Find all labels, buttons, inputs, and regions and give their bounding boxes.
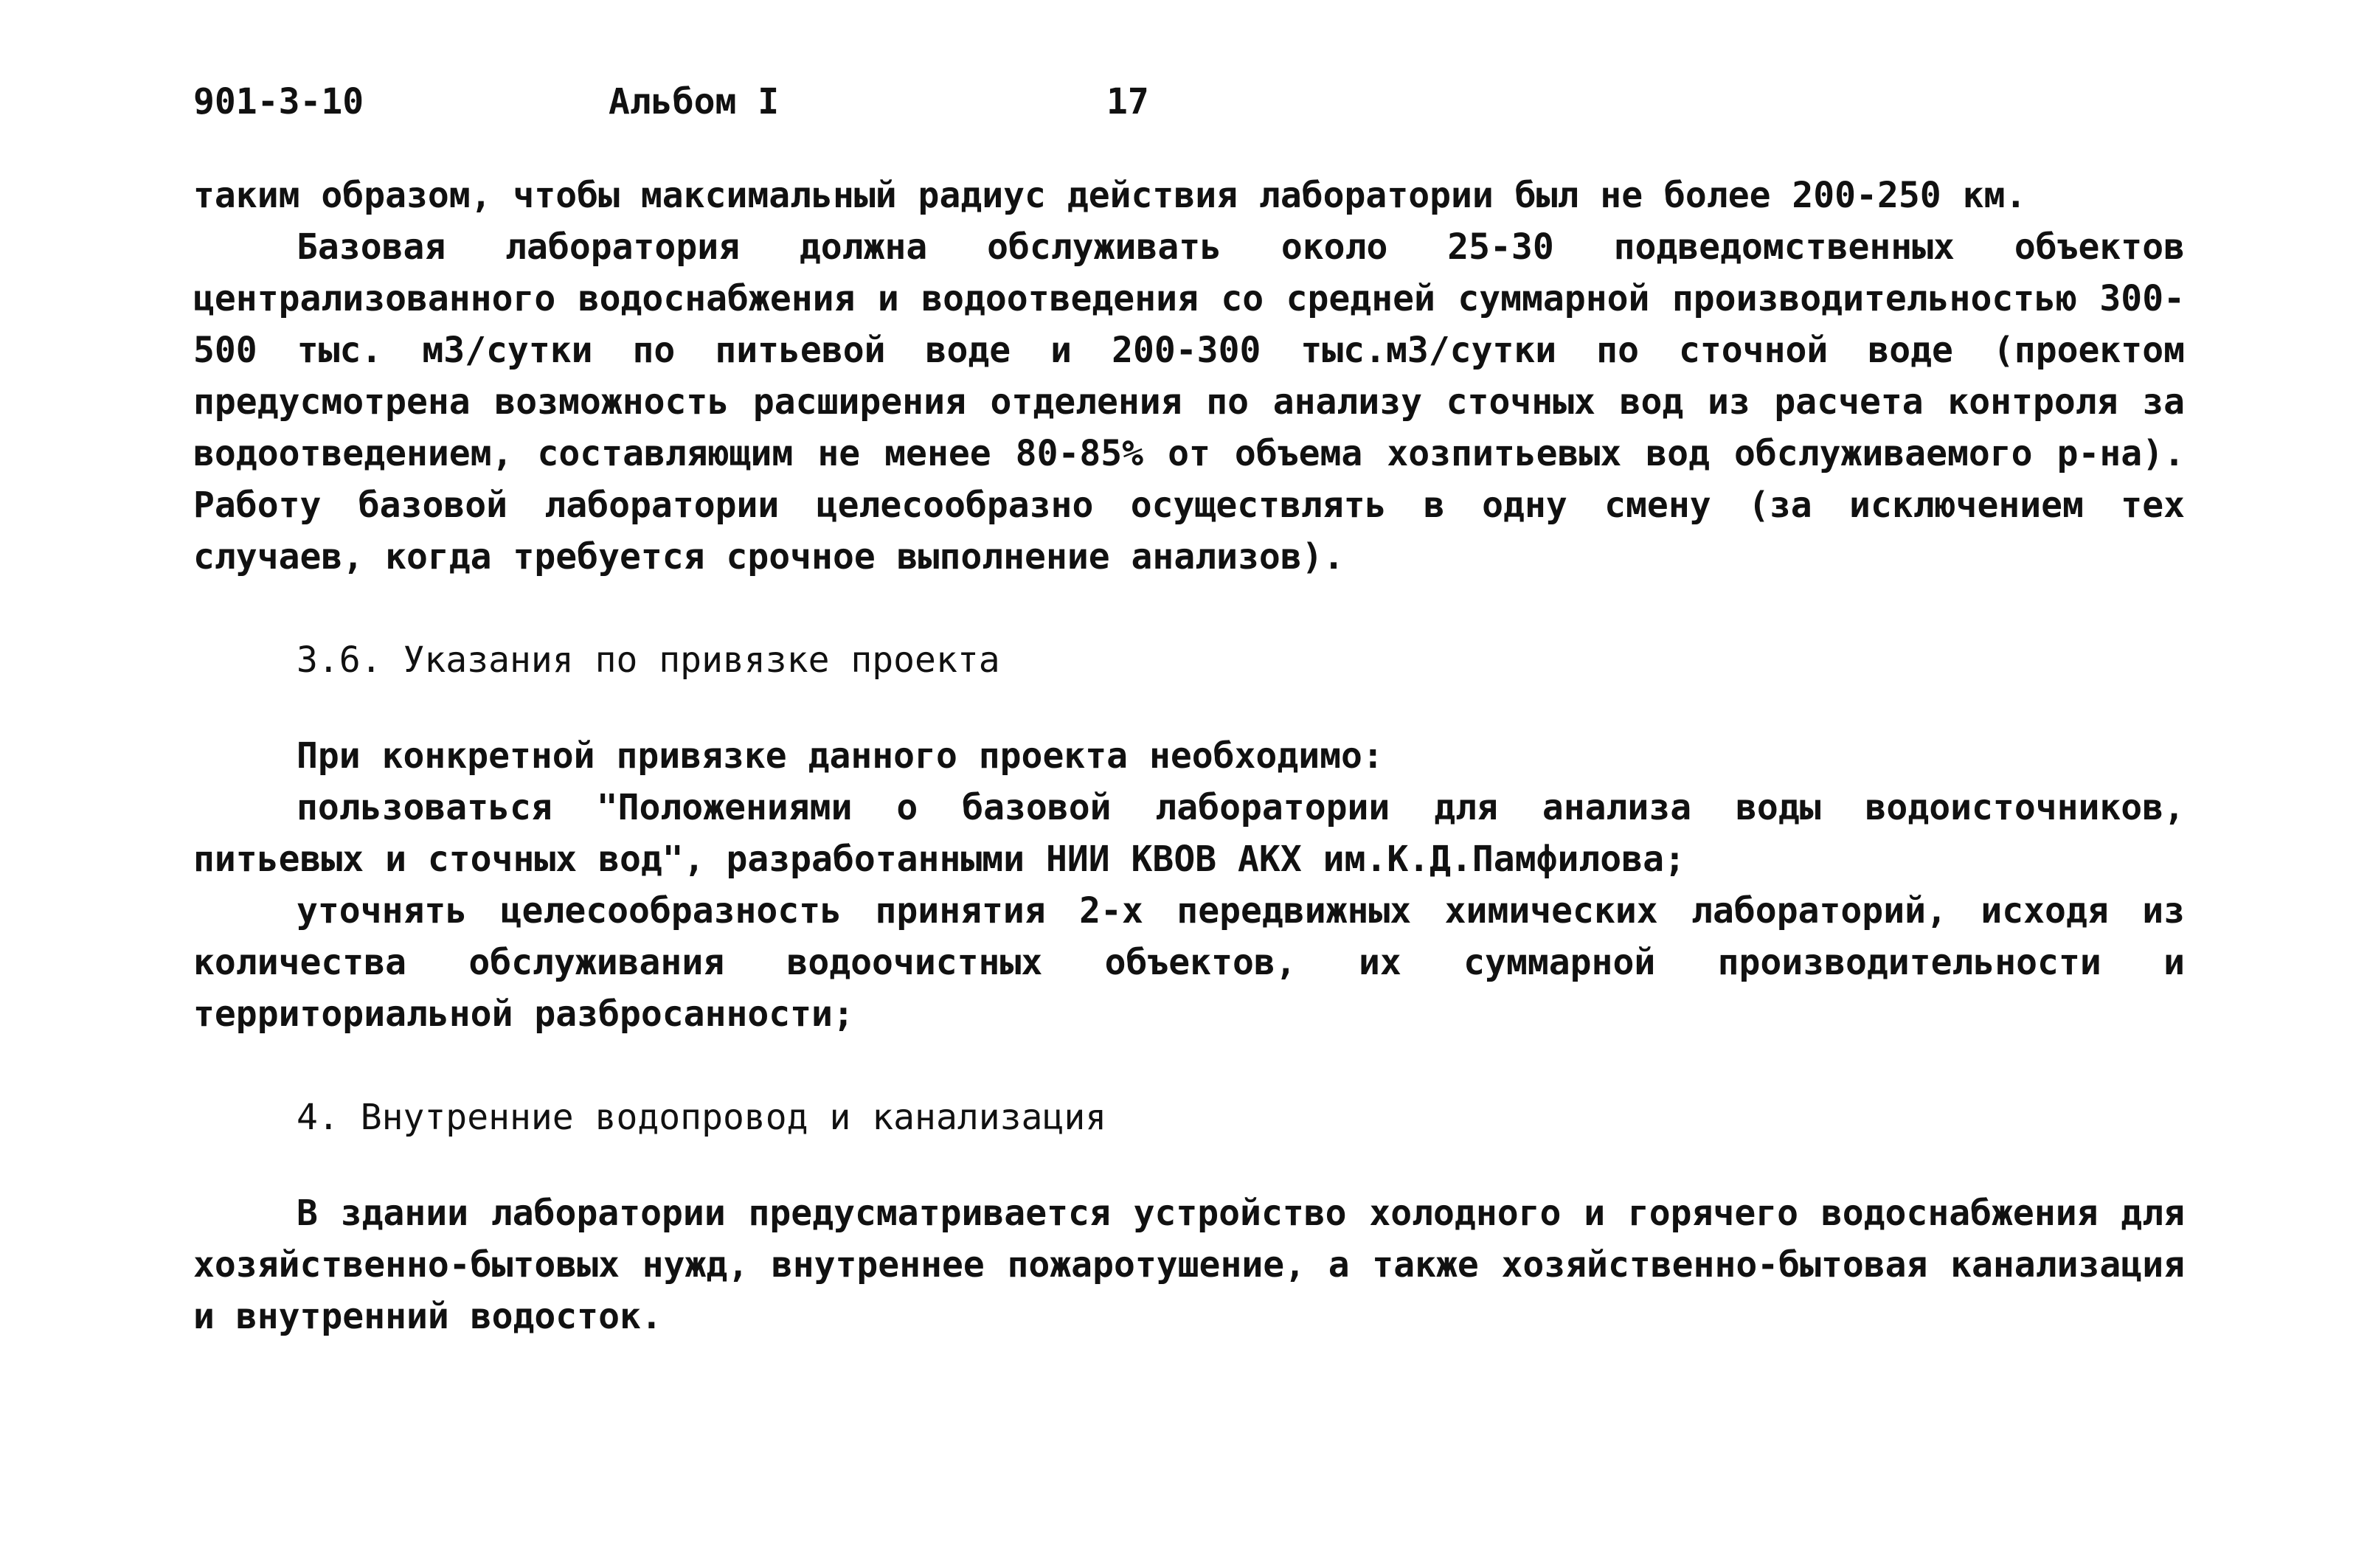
spacer [193, 1143, 2185, 1187]
paragraph-plumbing: В здании лаборатории предусматривается устройство холодного и горячего водоснабжения для хозяйственно-бытовых нужд, внутреннее пожаротушение, а также хозяйственно-бытовая канализация и внутренний водосток. [193, 1193, 2185, 1337]
document-code: 901-3-10 [193, 81, 364, 122]
paragraph-binding-item-1: пользоваться "Положениями о базовой лаборатории для анализа воды водоисточников, питьевых и сточных вод", разработанными НИИ КВОВ АКХ им.К.Д.Памфилова; [193, 787, 2185, 880]
album-label: Альбом I [609, 81, 780, 122]
paragraph-continuation: таким образом, чтобы максимальный радиус действия лаборатории был не более 200-250 км. [193, 175, 2027, 216]
spacer [193, 686, 2185, 730]
section-heading-3-6: 3.6. Указания по привязке проекта [297, 639, 1000, 681]
spacer [193, 1040, 2185, 1092]
document-body [193, 170, 2185, 1342]
page-header [0, 81, 2353, 140]
paragraph-binding-item-2: уточнять целесообразность принятия 2-х передвижных химических лабораторий, исходя из количества обслуживания водоочистных объектов, их суммарной производительности и территориальной разбросанности; [193, 890, 2185, 1035]
spacer [193, 583, 2185, 634]
paragraph-binding-intro: При конкретной привязке данного проекта необходимо: [297, 735, 1384, 777]
section-heading-4: 4. Внутренние водопровод и канализация [297, 1097, 1107, 1138]
page-number: 17 [1106, 81, 1149, 122]
paragraph-base-lab: Базовая лаборатория должна обслуживать около 25-30 подведомственных объектов централизованного водоснабжения и водоотведения со средней суммарной производительностью 300-500 тыс. м3/сутки по питьевой воде и 200-300 тыс.м3/сутки по сточной воде (проектом предусмотрена возможность расширения отделения по анализу сточных вод из расчета контроля за водоотведением, составляющим не менее 80-85% от объема хозпитьевых вод обслуживаемого р-на). Работу базовой лаборатории целесообразно осуществлять в одну смену (за исключением тех случаев, когда требуется срочное выполнение анализов). [193, 226, 2185, 577]
